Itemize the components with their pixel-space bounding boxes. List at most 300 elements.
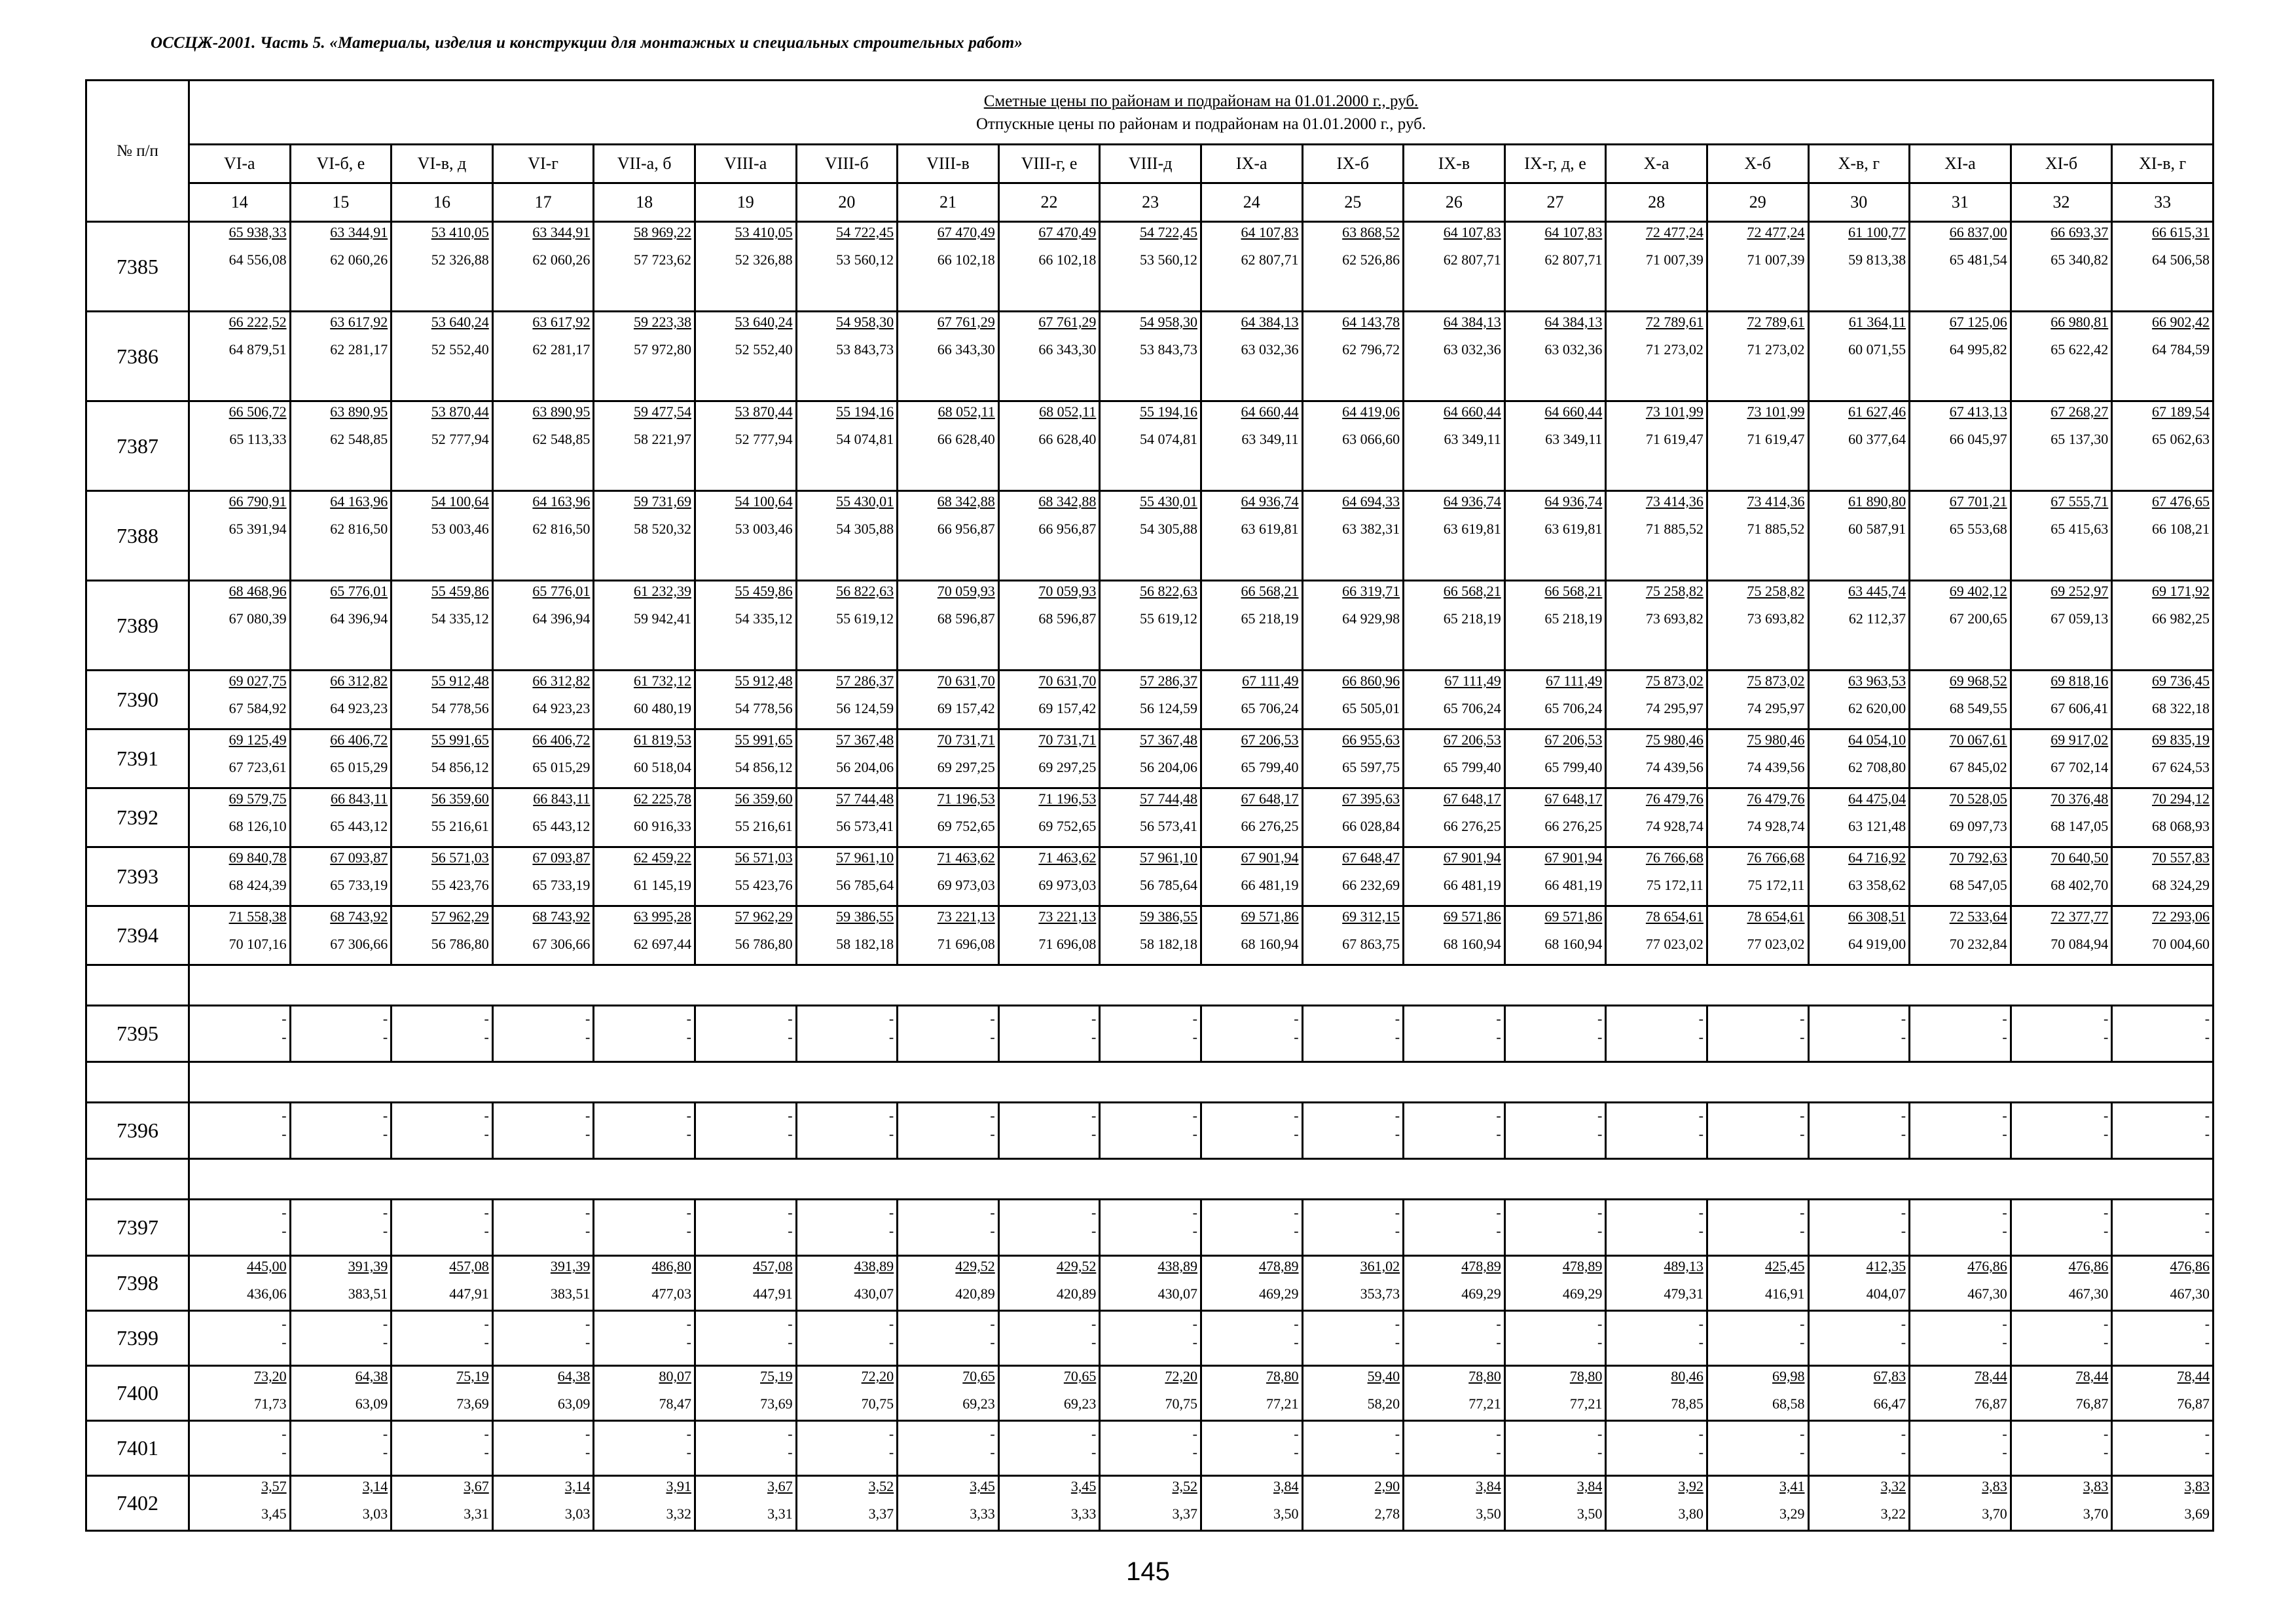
release-price-dash: - <box>1800 1029 1805 1045</box>
column-number: 25 <box>1302 183 1404 222</box>
estimate-price: 70 640,50 <box>2050 849 2109 866</box>
estimate-price: 59 386,55 <box>836 908 894 925</box>
region-header: VIII-д <box>1100 145 1201 183</box>
price-cell <box>1302 1476 1404 1531</box>
estimate-price: 3,14 <box>362 1478 388 1494</box>
price-cell <box>290 729 392 788</box>
column-number: 15 <box>290 183 392 222</box>
estimate-price: 70 792,63 <box>1949 849 2007 866</box>
price-cell <box>796 906 898 965</box>
release-price: 69 297,25 <box>937 759 995 775</box>
price-cell <box>1302 1311 1404 1366</box>
estimate-price: 69 027,75 <box>228 673 287 689</box>
estimate-price: 61 819,53 <box>633 731 691 748</box>
price-cell <box>1201 671 1302 729</box>
release-price: 63 032,36 <box>1241 341 1299 358</box>
release-price: 430,07 <box>854 1285 894 1302</box>
row-number: 7391 <box>86 729 189 788</box>
price-cell <box>290 401 392 491</box>
estimate-price-dash: - <box>585 1107 591 1124</box>
price-cell <box>492 906 594 965</box>
release-price: 60 587,91 <box>1848 521 1906 537</box>
price-cell <box>1504 1200 1606 1256</box>
release-price: 70 084,94 <box>2050 936 2109 952</box>
price-cell <box>796 671 898 729</box>
price-cell <box>1404 1476 1505 1531</box>
release-price-dash: - <box>1192 1029 1197 1045</box>
estimate-price: 66 312,82 <box>330 673 388 689</box>
estimate-price: 78 654,61 <box>1645 908 1704 925</box>
estimate-price-dash: - <box>1394 1316 1400 1332</box>
column-number: 17 <box>492 183 594 222</box>
estimate-price-dash: - <box>1496 1107 1501 1124</box>
release-price: 3,45 <box>261 1505 287 1522</box>
price-cell <box>189 788 291 847</box>
release-price: 69 752,65 <box>1038 818 1097 834</box>
release-price: 66 102,18 <box>1038 251 1097 268</box>
separator-row <box>86 965 2214 1006</box>
estimate-price-dash: - <box>1294 1010 1299 1027</box>
estimate-price: 66 955,63 <box>1342 731 1400 748</box>
row-number: 7393 <box>86 847 189 906</box>
price-cell <box>1910 1421 2011 1476</box>
price-cell <box>189 581 291 671</box>
release-price-dash: - <box>1698 1334 1704 1350</box>
estimate-price: 64,38 <box>557 1368 591 1384</box>
release-price-dash: - <box>1091 1334 1097 1350</box>
release-price-dash: - <box>788 1223 793 1239</box>
release-price-dash: - <box>990 1223 995 1239</box>
estimate-price-dash: - <box>1800 1107 1805 1124</box>
price-cell <box>1808 1200 1910 1256</box>
release-price-dash: - <box>1496 1334 1501 1350</box>
price-cell <box>189 1366 291 1421</box>
price-cell <box>1808 312 1910 401</box>
estimate-price: 67 648,17 <box>1443 790 1501 807</box>
release-price: 63 619,81 <box>1544 521 1603 537</box>
release-price: 65 553,68 <box>1949 521 2007 537</box>
estimate-price: 68 743,92 <box>330 908 388 925</box>
release-price-dash: - <box>1800 1126 1805 1142</box>
estimate-price: 71 463,62 <box>1038 849 1097 866</box>
estimate-price-dash: - <box>2204 1316 2210 1332</box>
release-price: 479,31 <box>1664 1285 1704 1302</box>
price-cell <box>998 1006 1100 1062</box>
release-price: 53 003,46 <box>735 521 793 537</box>
region-header: X-а <box>1606 145 1707 183</box>
estimate-price-dash: - <box>686 1426 691 1442</box>
price-cell <box>1100 1476 1201 1531</box>
price-cell <box>594 671 695 729</box>
release-price: 70,75 <box>861 1395 894 1412</box>
price-cell <box>392 491 493 581</box>
estimate-price: 73 101,99 <box>1747 403 1805 420</box>
price-cell <box>695 581 796 671</box>
release-price: 3,50 <box>1576 1505 1603 1522</box>
estimate-price: 64 107,83 <box>1241 224 1299 240</box>
price-cell <box>2112 1103 2214 1159</box>
release-price: 60 377,64 <box>1848 431 1906 447</box>
release-price: 467,30 <box>1967 1285 2007 1302</box>
release-price: 66 276,25 <box>1544 818 1603 834</box>
price-cell <box>998 1311 1100 1366</box>
estimate-price: 67 206,53 <box>1544 731 1603 748</box>
price-cell <box>492 401 594 491</box>
price-cell <box>998 312 1100 401</box>
release-price: 63,09 <box>355 1395 388 1412</box>
release-price: 65 799,40 <box>1443 759 1501 775</box>
estimate-price: 57 744,48 <box>1139 790 1197 807</box>
estimate-price: 66 406,72 <box>330 731 388 748</box>
release-price: 74 928,74 <box>1747 818 1805 834</box>
estimate-price: 3,91 <box>666 1478 691 1494</box>
price-cell <box>1504 312 1606 401</box>
price-cell <box>594 788 695 847</box>
price-cell <box>1504 729 1606 788</box>
price-cell <box>1504 788 1606 847</box>
estimate-price: 64 475,04 <box>1848 790 1906 807</box>
release-price: 63 032,36 <box>1443 341 1501 358</box>
price-cell <box>1302 312 1404 401</box>
price-cell <box>492 1476 594 1531</box>
price-cell <box>1707 222 1808 312</box>
release-price: 64 506,58 <box>2152 251 2210 268</box>
estimate-price: 70,65 <box>962 1368 995 1384</box>
row-number: 7398 <box>86 1256 189 1311</box>
estimate-price-dash: - <box>1192 1107 1197 1124</box>
estimate-price: 66 568,21 <box>1241 583 1299 599</box>
estimate-price: 3,32 <box>1880 1478 1906 1494</box>
price-cell <box>695 906 796 965</box>
price-cell <box>796 1200 898 1256</box>
estimate-price: 76 479,76 <box>1747 790 1805 807</box>
estimate-price: 64 163,96 <box>532 493 591 509</box>
estimate-price: 58 969,22 <box>633 224 691 240</box>
price-cell <box>1606 1256 1707 1311</box>
release-price-dash: - <box>1901 1126 1906 1142</box>
estimate-price: 64 384,13 <box>1443 314 1501 330</box>
release-price: 77,21 <box>1266 1395 1299 1412</box>
price-cell <box>2011 312 2112 401</box>
row-number: 7389 <box>86 581 189 671</box>
release-price-dash: - <box>888 1223 894 1239</box>
release-price: 430,07 <box>1157 1285 1197 1302</box>
release-price: 71 885,52 <box>1747 521 1805 537</box>
estimate-price: 66 615,31 <box>2152 224 2210 240</box>
price-cell <box>1201 1311 1302 1366</box>
estimate-price: 72 477,24 <box>1645 224 1704 240</box>
price-cell <box>189 906 291 965</box>
price-cell <box>1910 788 2011 847</box>
estimate-price: 64 936,74 <box>1443 493 1501 509</box>
price-cell <box>2112 1200 2214 1256</box>
estimate-price-dash: - <box>1698 1204 1704 1221</box>
release-price: 62 796,72 <box>1342 341 1400 358</box>
price-cell <box>1100 1311 1201 1366</box>
price-cell <box>392 1366 493 1421</box>
price-cell <box>695 1311 796 1366</box>
release-price-dash: - <box>686 1444 691 1460</box>
estimate-price: 78,80 <box>1569 1368 1603 1384</box>
estimate-price: 64 419,06 <box>1342 403 1400 420</box>
estimate-price-dash: - <box>585 1204 591 1221</box>
price-cell <box>290 1103 392 1159</box>
price-cell <box>594 729 695 788</box>
release-price: 62 060,26 <box>330 251 388 268</box>
release-price: 3,03 <box>362 1505 388 1522</box>
release-price: 71 696,08 <box>937 936 995 952</box>
table-row <box>86 1421 2214 1476</box>
price-cell <box>1504 671 1606 729</box>
price-cell <box>1302 1006 1404 1062</box>
release-price: 3,33 <box>970 1505 995 1522</box>
release-price: 65 218,19 <box>1241 610 1299 627</box>
price-cell <box>290 847 392 906</box>
estimate-price: 67 125,06 <box>1949 314 2007 330</box>
price-cell <box>392 1006 493 1062</box>
price-cell <box>695 1200 796 1256</box>
price-cell <box>2112 788 2214 847</box>
price-cell <box>898 1256 999 1311</box>
release-price: 404,07 <box>1866 1285 1906 1302</box>
estimate-price: 64,38 <box>355 1368 388 1384</box>
price-cell <box>189 491 291 581</box>
estimate-price-dash: - <box>2002 1426 2007 1442</box>
price-cell <box>796 491 898 581</box>
release-price: 3,31 <box>464 1505 489 1522</box>
price-cell <box>1808 401 1910 491</box>
estimate-price-dash: - <box>1597 1107 1603 1124</box>
price-cell <box>290 671 392 729</box>
estimate-price: 67 111,49 <box>1444 673 1501 689</box>
release-price: 63 358,62 <box>1848 877 1906 893</box>
release-price: 65 733,19 <box>532 877 591 893</box>
price-cell <box>898 1366 999 1421</box>
release-price: 60 518,04 <box>633 759 691 775</box>
price-cell <box>796 1421 898 1476</box>
price-cell <box>189 1006 291 1062</box>
estimate-price: 69 312,15 <box>1342 908 1400 925</box>
release-price-dash: - <box>990 1126 995 1142</box>
estimate-price-dash: - <box>2002 1107 2007 1124</box>
price-cell <box>1808 729 1910 788</box>
release-price: 62 112,37 <box>1848 610 1906 627</box>
estimate-price: 78,80 <box>1468 1368 1501 1384</box>
estimate-price: 56 822,63 <box>836 583 894 599</box>
price-cell <box>1707 847 1808 906</box>
release-price: 63 382,31 <box>1342 521 1400 537</box>
region-header: IX-б <box>1302 145 1404 183</box>
estimate-price: 69 402,12 <box>1949 583 2007 599</box>
estimate-price: 57 961,10 <box>836 849 894 866</box>
estimate-price: 59 477,54 <box>633 403 691 420</box>
release-price-dash: - <box>788 1029 793 1045</box>
release-price: 67 059,13 <box>2050 610 2109 627</box>
estimate-price-dash: - <box>1800 1316 1805 1332</box>
estimate-price: 66 506,72 <box>228 403 287 420</box>
estimate-price: 64 660,44 <box>1443 403 1501 420</box>
release-price: 68 126,10 <box>228 818 287 834</box>
release-price-dash: - <box>585 1444 591 1460</box>
estimate-price: 70 731,71 <box>1038 731 1097 748</box>
estimate-price: 69 818,16 <box>2050 673 2109 689</box>
estimate-price: 66 843,11 <box>533 790 591 807</box>
price-cell <box>290 1006 392 1062</box>
estimate-price: 3,45 <box>1070 1478 1097 1494</box>
estimate-price: 64 716,92 <box>1848 849 1906 866</box>
price-cell <box>290 222 392 312</box>
estimate-price: 64 107,83 <box>1443 224 1501 240</box>
estimate-price: 69 171,92 <box>2152 583 2210 599</box>
estimate-price-dash: - <box>2002 1204 2007 1221</box>
price-cell <box>1404 788 1505 847</box>
price-cell <box>1504 1311 1606 1366</box>
release-price-dash: - <box>484 1334 489 1350</box>
estimate-price-dash: - <box>1800 1426 1805 1442</box>
estimate-price: 67 901,94 <box>1443 849 1501 866</box>
release-price: 68 424,39 <box>228 877 287 893</box>
release-price-dash: - <box>888 1444 894 1460</box>
column-number: 26 <box>1404 183 1505 222</box>
estimate-price: 63 617,92 <box>330 314 388 330</box>
release-price-dash: - <box>1800 1334 1805 1350</box>
price-cell <box>998 729 1100 788</box>
price-cell <box>998 1476 1100 1531</box>
release-price-dash: - <box>1192 1444 1197 1460</box>
region-header: VI-г <box>492 145 594 183</box>
release-price-dash: - <box>1800 1444 1805 1460</box>
release-price: 54 856,12 <box>431 759 489 775</box>
estimate-price-dash: - <box>585 1010 591 1027</box>
release-price: 54 335,12 <box>735 610 793 627</box>
release-price: 69 097,73 <box>1949 818 2007 834</box>
release-price-dash: - <box>2103 1126 2109 1142</box>
price-cell <box>594 1311 695 1366</box>
release-price: 469,29 <box>1259 1285 1299 1302</box>
estimate-price: 69 917,02 <box>2050 731 2109 748</box>
release-price: 3,31 <box>767 1505 793 1522</box>
price-cell <box>695 1366 796 1421</box>
release-price-dash: - <box>1597 1334 1603 1350</box>
price-cell <box>2011 906 2112 965</box>
release-price: 383,51 <box>550 1285 591 1302</box>
price-cell <box>1606 581 1707 671</box>
estimate-price-dash: - <box>1192 1316 1197 1332</box>
release-price-dash: - <box>1294 1223 1299 1239</box>
price-cell <box>2112 1006 2214 1062</box>
price-cell <box>1910 1311 2011 1366</box>
estimate-price: 78,44 <box>2075 1368 2109 1384</box>
estimate-price: 66 568,21 <box>1443 583 1501 599</box>
price-cell <box>1100 671 1201 729</box>
release-price: 68 402,70 <box>2050 877 2109 893</box>
release-price: 70 004,60 <box>2152 936 2210 952</box>
column-number: 31 <box>1910 183 2011 222</box>
price-cell <box>898 581 999 671</box>
estimate-price: 76 766,68 <box>1747 849 1805 866</box>
estimate-price-dash: - <box>282 1316 287 1332</box>
price-cell <box>1606 671 1707 729</box>
release-price: 54 074,81 <box>1139 431 1197 447</box>
release-price: 56 573,41 <box>1139 818 1197 834</box>
release-price: 65 706,24 <box>1241 700 1299 716</box>
estimate-price: 361,02 <box>1360 1258 1400 1274</box>
release-price: 62 816,50 <box>532 521 591 537</box>
estimate-price: 63 868,52 <box>1342 224 1400 240</box>
price-cell <box>1910 491 2011 581</box>
table-row <box>86 906 2214 965</box>
release-price: 76,87 <box>2177 1395 2210 1412</box>
estimate-price-dash: - <box>788 1316 793 1332</box>
estimate-price: 63 445,74 <box>1848 583 1906 599</box>
release-price: 55 216,61 <box>431 818 489 834</box>
estimate-price: 57 286,37 <box>1139 673 1197 689</box>
release-price-dash: - <box>990 1334 995 1350</box>
estimate-price: 53 410,05 <box>735 224 793 240</box>
release-price-dash: - <box>1294 1444 1299 1460</box>
release-price: 54 778,56 <box>735 700 793 716</box>
estimate-price: 476,86 <box>2068 1258 2109 1274</box>
release-price-dash: - <box>585 1029 591 1045</box>
release-price: 74 439,56 <box>1747 759 1805 775</box>
price-cell <box>594 1476 695 1531</box>
estimate-price: 78,44 <box>2177 1368 2210 1384</box>
release-price: 62 548,85 <box>330 431 388 447</box>
price-cell <box>392 401 493 491</box>
release-price: 61 145,19 <box>633 877 691 893</box>
price-cell <box>1707 1256 1808 1311</box>
row-number: 7386 <box>86 312 189 401</box>
price-cell <box>1707 491 1808 581</box>
release-price: 58,20 <box>1367 1395 1400 1412</box>
price-cell <box>2011 222 2112 312</box>
release-price: 62 281,17 <box>532 341 591 358</box>
estimate-price: 3,57 <box>261 1478 287 1494</box>
release-price: 65 113,33 <box>229 431 287 447</box>
estimate-price: 70 376,48 <box>2050 790 2109 807</box>
estimate-price-dash: - <box>1496 1426 1501 1442</box>
price-cell <box>796 222 898 312</box>
estimate-price: 3,41 <box>1779 1478 1805 1494</box>
release-price: 53 843,73 <box>1139 341 1197 358</box>
estimate-price: 55 430,01 <box>836 493 894 509</box>
estimate-price: 66 790,91 <box>228 493 287 509</box>
estimate-price: 59 223,38 <box>633 314 691 330</box>
region-header: X-в, г <box>1808 145 1910 183</box>
price-cell <box>1707 788 1808 847</box>
price-cell <box>392 1103 493 1159</box>
estimate-price-dash: - <box>1698 1010 1704 1027</box>
price-cell <box>392 847 493 906</box>
price-cell <box>1707 729 1808 788</box>
release-price: 78,85 <box>1671 1395 1704 1412</box>
price-cell <box>695 1476 796 1531</box>
price-cell <box>1100 222 1201 312</box>
price-cell <box>189 1476 291 1531</box>
estimate-price: 67 111,49 <box>1242 673 1299 689</box>
release-price-dash: - <box>2204 1029 2210 1045</box>
release-price: 54 856,12 <box>735 759 793 775</box>
estimate-price: 72 293,06 <box>2152 908 2210 925</box>
price-cell <box>290 788 392 847</box>
estimate-price: 61 732,12 <box>633 673 691 689</box>
estimate-price: 70 528,05 <box>1949 790 2007 807</box>
estimate-price-dash: - <box>888 1204 894 1221</box>
estimate-price: 63 963,53 <box>1848 673 1906 689</box>
estimate-price-dash: - <box>382 1107 388 1124</box>
price-cell <box>2011 1421 2112 1476</box>
row-number: 7388 <box>86 491 189 581</box>
